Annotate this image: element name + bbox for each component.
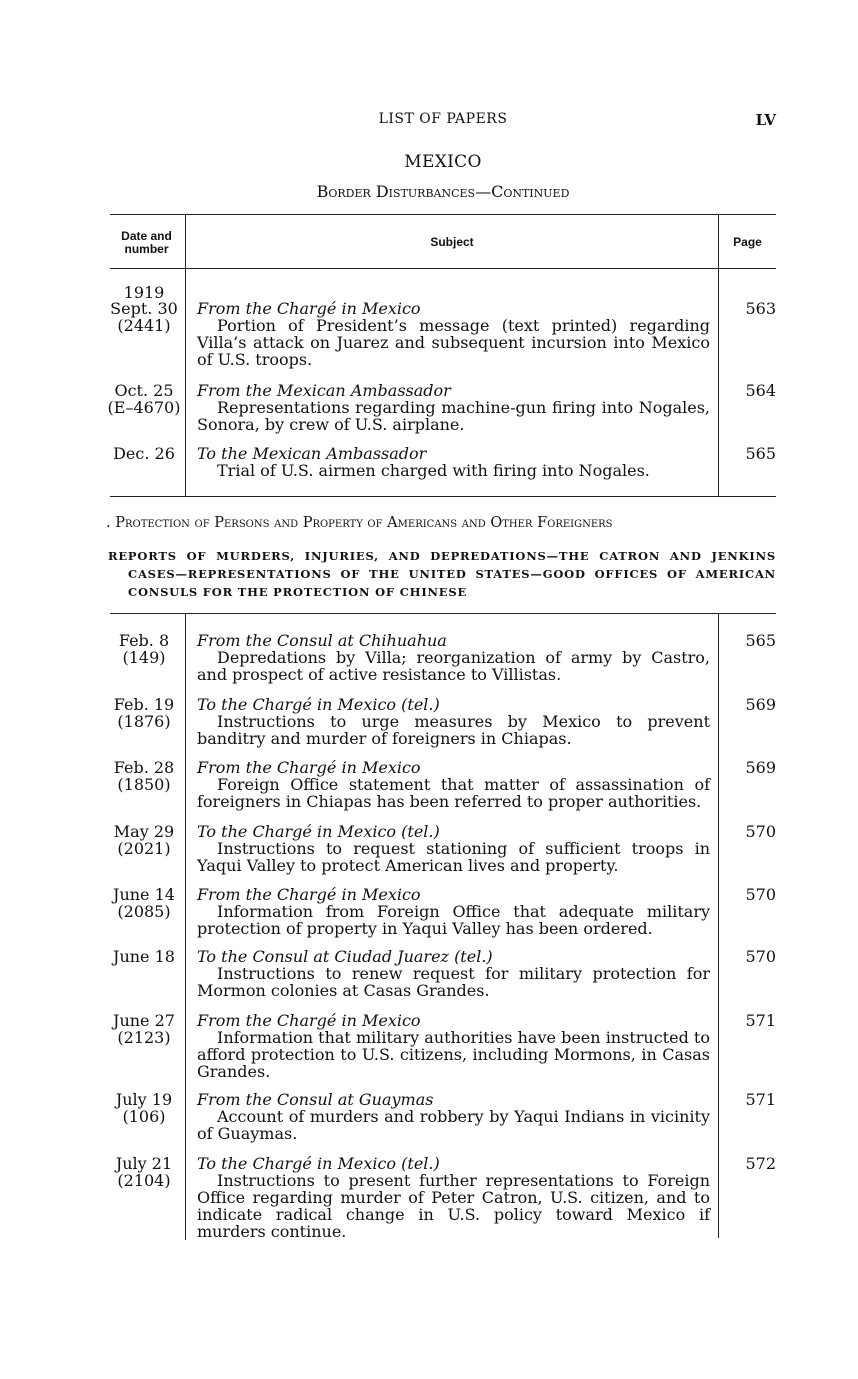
entry-subject	[197, 886, 710, 937]
entry-summary: Instructions to present further representations to Foreign Office regarding murder of Peter Catron, U.S. citizen, and to indicate radical change in U.S. policy toward Mexico if murders continue.	[197, 1171, 710, 1241]
entry-summary: Account of murders and robbery by Yaqui Indians in vicinity of Guaymas.	[197, 1107, 710, 1143]
entry-subject	[197, 948, 710, 999]
column-divider-left	[185, 214, 186, 496]
entry-heading	[197, 823, 710, 840]
protection-section-title: Protection of Persons and Property of Americans and Other Foreigners	[115, 515, 613, 531]
entry-heading	[197, 632, 710, 649]
entry-heading-text: To the Chargé in Mexico	[197, 695, 397, 714]
entry-date-number	[106, 1155, 182, 1189]
entry-number: (2021)	[117, 839, 171, 858]
entry-date-number	[106, 445, 182, 462]
entry-telegram-marker: (tel.)	[401, 1154, 440, 1173]
entry-heading-text: From the Mexican Ambassador	[197, 381, 451, 400]
entry-page: 572	[745, 1154, 776, 1173]
entry-heading	[197, 696, 710, 713]
entry-heading-text: From the Consul at Guaymas	[197, 1090, 434, 1109]
entry-subject	[197, 445, 710, 479]
entry-date-number	[106, 1091, 182, 1125]
entry-date-number	[106, 823, 182, 857]
table-header-rule	[110, 268, 776, 269]
entry-date: Feb. 8	[118, 631, 170, 650]
entry-summary: Information that military authorities have been instructed to afford protection to U.S. citizens, including Mormons, in Casas Grandes.	[197, 1028, 710, 1081]
entry-date-number	[106, 759, 182, 793]
entry-page: 571	[745, 1011, 776, 1030]
entry-subject	[197, 1155, 710, 1240]
entry-summary: Depredations by Villa; reorganization of army by Castro, and prospect of active resistance to Villistas.	[197, 648, 710, 684]
entry-number: (2085)	[117, 902, 171, 921]
entry-subject	[197, 823, 710, 874]
section-bullet: .	[106, 515, 116, 531]
entry-date: Oct. 25	[114, 381, 174, 400]
entry-subject	[197, 632, 710, 683]
entry-date: Feb. 28	[113, 758, 175, 777]
entry-telegram-marker: (tel.)	[401, 695, 440, 714]
entry-date-number	[106, 948, 182, 965]
entry-date-number	[106, 300, 182, 334]
entry-heading	[197, 445, 710, 462]
entry-date: July 19	[115, 1090, 173, 1109]
table2-divider-left	[185, 613, 186, 1240]
entry-page: 563	[745, 299, 776, 318]
entry-heading	[197, 759, 710, 776]
entry-heading	[197, 886, 710, 903]
entry-number: (2441)	[117, 316, 171, 335]
column-divider-right	[718, 214, 719, 496]
entry-heading-text: To the Consul at Ciudad Juarez	[197, 947, 449, 966]
column-header-date: Date and number	[121, 229, 172, 256]
entry-date: Dec. 26	[113, 444, 175, 463]
table-top-rule	[110, 214, 776, 215]
entry-summary: Information from Foreign Office that adequate military protection of property in Yaqui Valley has been ordered.	[197, 902, 710, 938]
entry-date: June 27	[113, 1011, 175, 1030]
entry-page: 570	[745, 822, 776, 841]
column-header-page: Page	[733, 235, 762, 249]
entry-date: July 21	[115, 1154, 173, 1173]
entry-heading	[197, 948, 710, 965]
entry-page: 565	[745, 631, 776, 650]
entry-date-number	[106, 886, 182, 920]
entry-heading-text: From the Chargé in Mexico	[197, 299, 421, 318]
entry-summary: Instructions to request stationing of sufficient troops in Yaqui Valley to protect American lives and property.	[197, 839, 710, 875]
entry-heading-text: To the Mexican Ambassador	[197, 444, 427, 463]
entry-date: June 14	[113, 885, 175, 904]
entry-telegram-marker: (tel.)	[454, 947, 493, 966]
entry-heading-text: To the Chargé in Mexico	[197, 822, 397, 841]
entry-subject	[197, 696, 710, 747]
entry-date-number	[106, 382, 182, 416]
subsection-heading	[108, 547, 776, 601]
entry-summary: Instructions to urge measures by Mexico to prevent banditry and murder of foreigners in Chiapas.	[197, 712, 710, 748]
entry-date: May 29	[113, 822, 175, 841]
entry-number: (1876)	[117, 712, 171, 731]
entry-heading	[197, 382, 710, 399]
entry-subject	[197, 1091, 710, 1142]
page-number: LV	[755, 111, 776, 129]
entry-heading-text: From the Chargé in Mexico	[197, 1011, 421, 1030]
entry-date-number	[106, 1012, 182, 1046]
entry-summary: Trial of U.S. airmen charged with firing into Nogales.	[217, 461, 650, 480]
entry-heading-text: To the Chargé in Mexico	[197, 1154, 397, 1173]
entry-number: (1850)	[117, 775, 171, 794]
section-heading: Border Disturbances—Continued	[316, 182, 570, 201]
column-header-subject: Subject	[430, 235, 474, 249]
entry-telegram-marker: (tel.)	[401, 822, 440, 841]
entry-summary: Instructions to renew request for military protection for Mormon colonies at Casas Grandes.	[197, 964, 710, 1000]
year-label: 1919	[123, 283, 165, 302]
entry-number: (E–4670)	[107, 398, 181, 417]
entry-heading-text: From the Chargé in Mexico	[197, 758, 421, 777]
section-heading-protection	[106, 515, 782, 531]
entry-date: June 18	[113, 947, 175, 966]
entry-number: (149)	[122, 648, 166, 667]
entry-date-number	[106, 696, 182, 730]
entry-heading	[197, 1155, 710, 1172]
entry-number: (106)	[122, 1107, 166, 1126]
running-head	[110, 111, 776, 131]
entry-heading	[197, 1012, 710, 1029]
entry-page: 564	[745, 381, 776, 400]
entry-summary: Representations regarding machine-gun firing into Nogales, Sonora, by crew of U.S. airplane.	[197, 398, 710, 434]
running-title: LIST OF PAPERS	[378, 111, 508, 127]
entry-page: 569	[745, 758, 776, 777]
entry-heading-text: From the Chargé in Mexico	[197, 885, 421, 904]
entry-page: 571	[745, 1090, 776, 1109]
table2-divider-right	[718, 613, 719, 1238]
entry-subject	[197, 382, 710, 433]
entry-number: (2104)	[117, 1171, 171, 1190]
entry-subject	[197, 759, 710, 810]
entry-heading-text: From the Consul at Chihuahua	[197, 631, 447, 650]
entry-subject	[197, 1012, 710, 1080]
entry-number: (2123)	[117, 1028, 171, 1047]
entry-date: Sept. 30	[110, 299, 178, 318]
table-bottom-rule	[110, 496, 776, 497]
entry-heading	[197, 1091, 710, 1108]
entry-date-number	[106, 632, 182, 666]
entry-page: 565	[745, 444, 776, 463]
entry-summary: Foreign Office statement that matter of assassination of foreigners in Chiapas has been referred to proper authorities.	[197, 775, 710, 811]
entry-page: 569	[745, 695, 776, 714]
subsection-heading-text: REPORTS OF MURDERS, INJURIES, AND DEPREDATIONS—THE CATRON AND JENKINS CASES—REPRESENTATIONS OF THE UNITED STATES—GOOD OFFICES OF AMERICAN CONSULS FOR THE PROTECTION OF CHINESE	[108, 549, 776, 599]
entry-heading	[197, 300, 710, 317]
entry-page: 570	[745, 885, 776, 904]
entry-summary: Portion of President’s message (text printed) regarding Villa’s attack on Juarez and subsequent incursion into Mexico of U.S. troops.	[197, 316, 710, 369]
table2-top-rule	[110, 613, 776, 614]
country-heading: MEXICO	[404, 152, 482, 172]
entry-subject	[197, 300, 710, 368]
entry-date: Feb. 19	[113, 695, 175, 714]
entry-page: 570	[745, 947, 776, 966]
